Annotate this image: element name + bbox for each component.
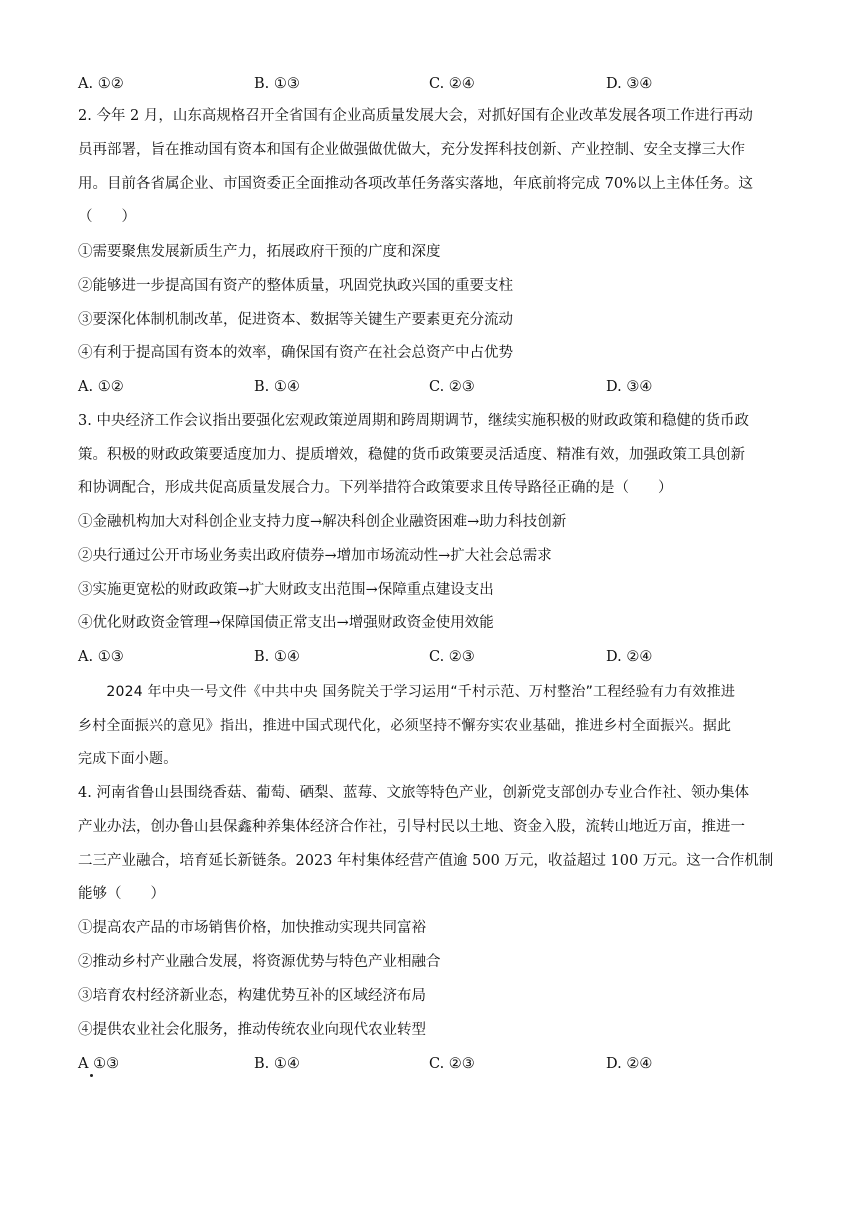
q2-stem-line: 用。目前各省属企业、市国资委正全面推动各项改革任务落实落地，年底前将完成 70%以上主体任务。这 — [78, 176, 753, 192]
q4-option-b[interactable]: B. ①④ — [254, 1056, 300, 1072]
q3-statement: ③实施更宽松的财政政策→扩大财政支出范围→保障重点建设支出 — [78, 582, 494, 598]
q2-option-a[interactable]: A. ①② — [78, 379, 124, 395]
intro-passage-line: 完成下面小题。 — [78, 751, 178, 767]
q4-stem-line: 产业办法，创办鲁山县保鑫种养集体经济合作社，引导村民以土地、资金入股，流转山地近万亩，推进一 — [78, 819, 745, 835]
q3-option-d[interactable]: D. ②④ — [606, 649, 653, 665]
q2-statement: ②能够进一步提高国有资产的整体质量，巩固党执政兴国的重要支柱 — [78, 278, 513, 294]
q4-option-c[interactable]: C. ②③ — [429, 1056, 475, 1072]
q3-stem-line: 和协调配合，形成共促高质量发展合力。下列举措符合政策要求且传导路径正确的是（ ） — [78, 480, 673, 496]
q4-options — [78, 1054, 778, 1074]
q4-statement: ②推动乡村产业融合发展，将资源优势与特色产业相融合 — [78, 954, 441, 970]
q3-stem-line: 策。积极的财政政策要适度加力、提质增效，稳健的货币政策要灵活适度、精准有效，加强政策工具创新 — [78, 447, 745, 463]
q1-option-a[interactable]: A. ①② — [78, 76, 124, 92]
q3-option-b[interactable]: B. ①④ — [254, 649, 300, 665]
q2-option-d[interactable]: D. ③④ — [606, 379, 653, 395]
intro-passage-line: 2024 年中央一号文件《中共中央 国务院关于学习运用“千村示范、万村整治”工程经验有力有效推进 — [78, 684, 736, 700]
q3-statement: ②央行通过公开市场业务卖出政府债券→增加市场流动性→扩大社会总需求 — [78, 548, 552, 564]
q3-option-a[interactable]: A. ①③ — [78, 649, 124, 665]
q2-stem-line: 员再部署，旨在推动国有资本和国有企业做强做优做大，充分发挥科技创新、产业控制、安全支撑三大作 — [78, 142, 745, 158]
q2-stem-line: 2. 今年 2 月，山东高规格召开全省国有企业高质量发展大会，对抓好国有企业改革发展各项工作进行再动 — [78, 108, 753, 124]
q2-statement: ①需要聚焦发展新质生产力，拓展政府干预的广度和深度 — [78, 244, 441, 260]
q2-option-c[interactable]: C. ②③ — [429, 379, 475, 395]
q2-answer-blank: （ ） — [78, 209, 136, 225]
q1-option-d[interactable]: D. ③④ — [606, 76, 653, 92]
q3-stem-line: 3. 中央经济工作会议指出要强化宏观政策逆周期和跨周期调节，继续实施积极的财政政策和稳健的货币政 — [78, 413, 749, 429]
q4-statement: ④提供农业社会化服务，推动传统农业向现代农业转型 — [78, 1022, 426, 1038]
q1-options — [78, 74, 778, 94]
q2-statement: ④有利于提高国有资本的效率，确保国有资产在社会总资产中占优势 — [78, 345, 513, 361]
q4-statement: ③培育农村经济新业态，构建优势互补的区域经济布局 — [78, 988, 426, 1004]
q4-stem-line: 能够（ ） — [78, 886, 165, 902]
q4-stem-line: 二三产业融合，培育延长新链条。2023 年村集体经营产值逾 500 万元，收益超过 100 万元。这一合作机制 — [78, 853, 774, 869]
q1-option-c[interactable]: C. ②④ — [429, 76, 475, 92]
q3-option-c[interactable]: C. ②③ — [429, 649, 475, 665]
q3-options — [78, 647, 778, 667]
q4-option-d[interactable]: D. ②④ — [606, 1056, 653, 1072]
q3-statement: ①金融机构加大对科创企业支持力度→解决科创企业融资困难→助力科技创新 — [78, 514, 567, 530]
q3-statement: ④优化财政资金管理→保障国债正常支出→增强财政资金使用效能 — [78, 615, 494, 631]
intro-passage-line: 乡村全面振兴的意见》指出，推进中国式现代化，必须坚持不懈夯实农业基础，推进乡村全面振兴。据此 — [78, 718, 732, 734]
q1-option-b[interactable]: B. ①③ — [254, 76, 300, 92]
q4-statement: ①提高农产品的市场销售价格，加快推动实现共同富裕 — [78, 920, 426, 936]
q2-options — [78, 377, 778, 397]
stray-dot-mark — [90, 1074, 93, 1077]
q4-stem-line: 4. 河南省鲁山县围绕香菇、葡萄、硒梨、蓝莓、文旅等特色产业，创新党支部创办专业合作社、领办集体 — [78, 785, 749, 801]
q4-option-a[interactable]: A ①③ — [78, 1056, 120, 1072]
q2-option-b[interactable]: B. ①④ — [254, 379, 300, 395]
q2-statement: ③要深化体制机制改革，促进资本、数据等关键生产要素更充分流动 — [78, 312, 513, 328]
